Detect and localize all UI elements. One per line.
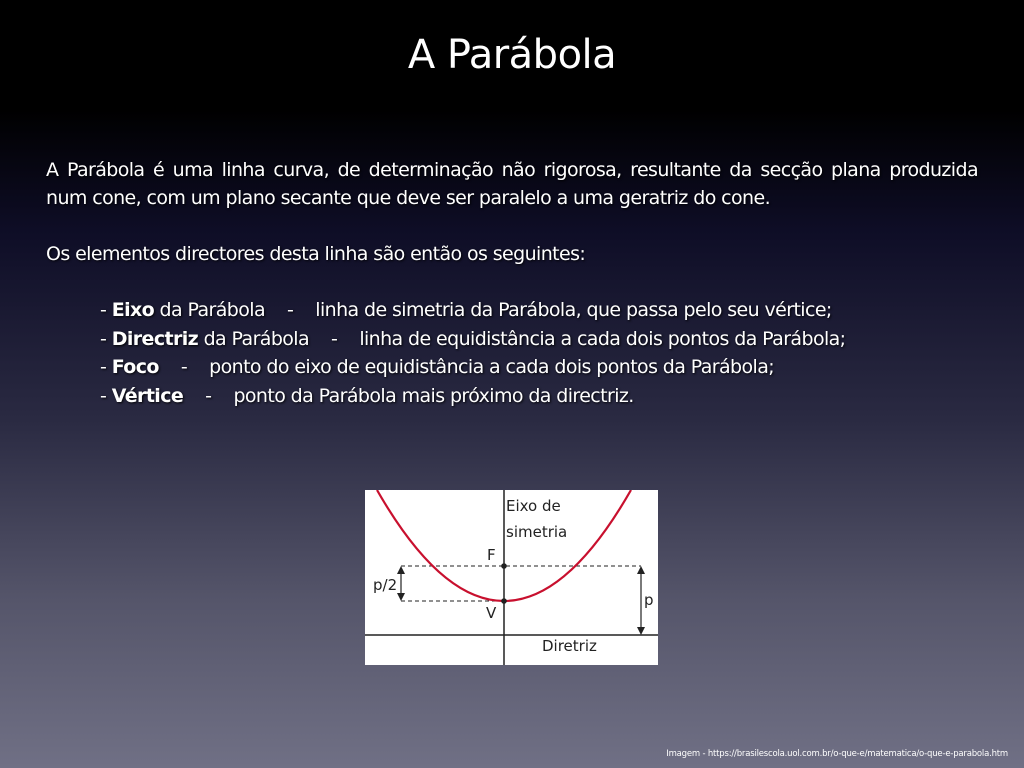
item-term: Eixo — [111, 299, 155, 321]
half-p-arrowhead-top — [397, 566, 405, 574]
image-credit: Imagem - https://brasilescola.uol.com.br/o-que-e/matematica/o-que-e-parabola.htm — [666, 749, 1008, 759]
item-dash: - — [205, 384, 212, 407]
p-label: p — [644, 591, 654, 609]
item-term: Vértice — [111, 384, 184, 407]
item-prefix: - — [100, 356, 112, 378]
directrix-label: Diretriz — [542, 637, 597, 655]
item-dash: - — [331, 327, 338, 350]
item-dash: - — [287, 299, 294, 321]
elements-list — [100, 296, 1000, 410]
list-item-directriz — [100, 325, 1000, 354]
item-description: linha de equidistância a cada dois pontos da Parábola; — [359, 327, 846, 350]
vertex-point — [501, 598, 507, 604]
item-description: ponto do eixo de equidistância a cada dois pontos da Parábola; — [209, 356, 775, 378]
focus-label: F — [487, 546, 496, 564]
item-description: ponto da Parábola mais próximo da directriz. — [233, 384, 634, 407]
item-prefix: - — [100, 299, 112, 321]
item-description: linha de simetria da Parábola, que passa pelo seu vértice; — [315, 299, 832, 321]
focus-point — [501, 563, 507, 569]
item-prefix: - — [100, 384, 112, 407]
parabola-diagram — [365, 490, 658, 665]
vertex-label: V — [486, 604, 497, 622]
item-term: Foco — [111, 356, 159, 378]
list-item-foco — [100, 353, 1000, 382]
item-suffix: da Parábola — [198, 327, 310, 350]
slide-title: A Parábola — [407, 32, 617, 78]
list-item-eixo — [100, 296, 1000, 325]
list-item-vertice — [100, 382, 1000, 411]
definition-paragraph: A Parábola é uma linha curva, de determinação não rigorosa, resultante da secção plana produzida num cone, com um plano secante que deve ser paralelo a uma geratriz do cone. — [46, 159, 978, 209]
item-term: Directriz — [111, 327, 199, 350]
p-arrowhead-top — [637, 566, 645, 574]
item-suffix: da Parábola — [154, 299, 266, 321]
item-dash: - — [180, 356, 188, 378]
item-prefix: - — [100, 327, 112, 350]
p-arrowhead-bottom — [637, 627, 645, 635]
parabola-diagram-svg — [365, 490, 658, 665]
axis-label-line2: simetria — [506, 523, 568, 541]
axis-label-line1: Eixo de — [506, 497, 561, 515]
half-p-arrowhead-bottom — [397, 593, 405, 601]
half-p-label: p/2 — [373, 576, 398, 594]
elements-intro: Os elementos directores desta linha são então os seguintes: — [46, 243, 586, 265]
